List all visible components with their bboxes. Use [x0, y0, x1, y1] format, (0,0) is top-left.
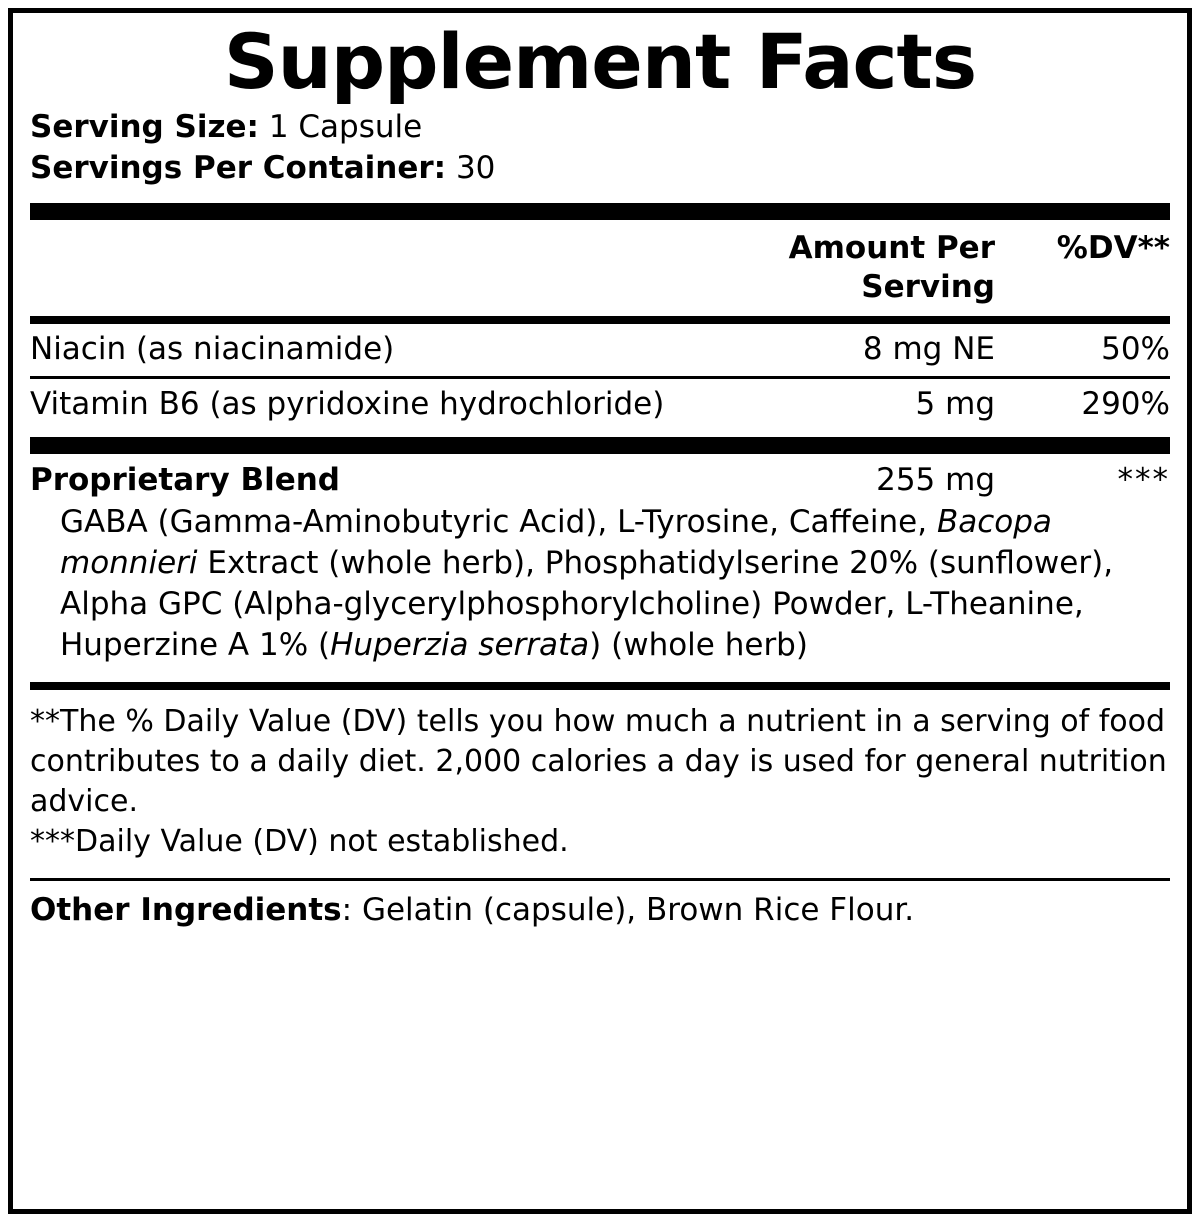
page-title: Supplement Facts [223, 17, 977, 106]
footnotes [30, 690, 1170, 872]
nutrient-dv: 50% [1101, 331, 1170, 368]
other-ingredients [30, 881, 1170, 930]
divider-above-footnotes [30, 682, 1170, 690]
blend-amount: 255 mg [876, 461, 995, 498]
table-row [30, 379, 1170, 431]
header-amount-per-serving: Amount Per Serving [788, 229, 995, 305]
servings-per-container-value: 30 [455, 149, 496, 186]
nutrient-dv: 290% [1081, 386, 1170, 423]
blend-name: Proprietary Blend [30, 461, 340, 498]
botanical-name-huperzia: Huperzia serrata [330, 627, 590, 664]
serving-size-value: 1 Capsule [268, 109, 423, 146]
other-ingredients-value: : Gelatin (capsule), Brown Rice Flour. [341, 892, 915, 929]
botanical-name-bacopa: Bacopa monnieri [60, 503, 1052, 581]
label-content [30, 17, 1170, 930]
nutrient-name: Vitamin B6 (as pyridoxine hydrochloride) [30, 386, 665, 423]
table-row [30, 324, 1170, 376]
blend-dv: *** [1117, 461, 1170, 498]
divider-under-header [30, 316, 1170, 324]
servings-per-container-line [30, 148, 1170, 189]
proprietary-blend-row [30, 454, 1170, 502]
serving-size-line [30, 107, 1170, 148]
divider-thick-mid [30, 437, 1170, 454]
table-header-row [30, 220, 1170, 317]
other-ingredients-label: Other Ingredients [30, 892, 342, 929]
divider-thick-top [30, 203, 1170, 220]
nutrient-amount: 8 mg NE [862, 331, 995, 368]
nutrient-amount: 5 mg [915, 386, 995, 423]
footnote-dv-not-established: ***Daily Value (DV) not established. [30, 824, 569, 860]
blend-ingredients: GABA (Gamma-Aminobutyric Acid), L-Tyrosine, Caffeine, Bacopa monnieri Extract (whole herb), Phosphatidylserine 20% (sunflower), Alpha GPC (Alpha-glycerylphosphorylcholine) Powder, L-Theanine, Huperzine A 1% (Huperzia serrata) (whole herb) [60, 503, 1114, 664]
nutrient-name: Niacin (as niacinamide) [30, 331, 395, 368]
servings-per-container-label: Servings Per Container: [30, 149, 447, 186]
footnote-dv-explanation: **The % Daily Value (DV) tells you how much a nutrient in a serving of food contributes to a daily diet. 2,000 calories a day is used for general nutrition advice. [30, 704, 1167, 820]
serving-size-label: Serving Size: [30, 109, 259, 146]
header-percent-dv: %DV** [1056, 229, 1170, 266]
